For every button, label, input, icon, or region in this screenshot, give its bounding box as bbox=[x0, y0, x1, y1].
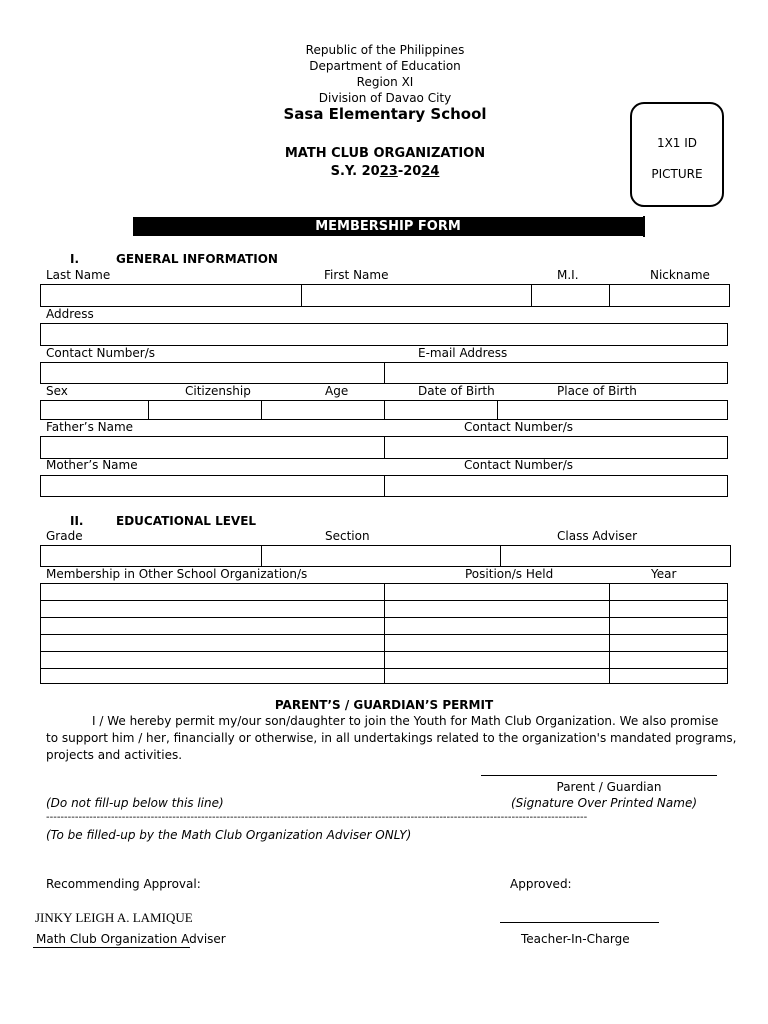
table-row-6-position[interactable] bbox=[384, 668, 610, 684]
sex-field[interactable] bbox=[40, 400, 149, 420]
age-label: Age bbox=[325, 384, 349, 398]
mother-name-field[interactable] bbox=[40, 475, 385, 497]
table-row-4-position[interactable] bbox=[384, 634, 610, 652]
father-contact-label: Contact Number/s bbox=[464, 420, 574, 434]
no-fill-note: (Do not fill-up below this line) bbox=[46, 796, 224, 810]
contact-field[interactable] bbox=[40, 362, 385, 384]
dob-field[interactable] bbox=[384, 400, 498, 420]
first-name-field[interactable] bbox=[301, 284, 532, 307]
school-year bbox=[230, 164, 540, 180]
adviser-name: JINKY LEIGH A. LAMIQUE bbox=[35, 910, 193, 925]
last-name-label: Last Name bbox=[46, 268, 111, 282]
recommending-approval-label: Recommending Approval: bbox=[46, 877, 201, 891]
school-year-end: 24 bbox=[421, 164, 440, 179]
table-row-1-position[interactable] bbox=[384, 583, 610, 601]
approved-label: Approved: bbox=[510, 877, 572, 891]
adviser-only-note: (To be filled-up by the Math Club Organization Adviser ONLY) bbox=[46, 828, 412, 842]
table-row-2-org[interactable] bbox=[40, 600, 385, 618]
nickname-label: Nickname bbox=[650, 268, 710, 282]
age-field[interactable] bbox=[261, 400, 385, 420]
banner-edge bbox=[643, 216, 645, 237]
mother-contact-field[interactable] bbox=[384, 475, 728, 497]
header-region: Region XI bbox=[356, 75, 414, 89]
teacher-signature-line[interactable] bbox=[500, 922, 659, 923]
adviser-signature-line bbox=[33, 947, 190, 948]
pob-label: Place of Birth bbox=[557, 384, 637, 398]
table-row-2-position[interactable] bbox=[384, 600, 610, 618]
email-field[interactable] bbox=[384, 362, 728, 384]
pob-field[interactable] bbox=[497, 400, 728, 420]
contact-label: Contact Number/s bbox=[46, 346, 156, 360]
first-name-label: First Name bbox=[324, 268, 389, 282]
table-row-4-year[interactable] bbox=[609, 634, 728, 652]
table-row-6-org[interactable] bbox=[40, 668, 385, 684]
mi-field[interactable] bbox=[531, 284, 610, 307]
header-department: Department of Education bbox=[309, 59, 461, 73]
sex-label: Sex bbox=[46, 384, 68, 398]
section-1-numeral: I. bbox=[70, 252, 80, 266]
school-year-prefix: S.Y. 20 bbox=[330, 164, 380, 179]
permit-text-line-2: to support him / her, financially or otherwise, in all undertakings related to the organization's mandated programs, bbox=[46, 731, 737, 745]
class-adviser-label: Class Adviser bbox=[557, 529, 638, 543]
table-row-3-year[interactable] bbox=[609, 617, 728, 635]
table-row-4-org[interactable] bbox=[40, 634, 385, 652]
table-row-6-year[interactable] bbox=[609, 668, 728, 684]
org-name: MATH CLUB ORGANIZATION bbox=[284, 146, 486, 161]
table-row-1-year[interactable] bbox=[609, 583, 728, 601]
section-label: Section bbox=[325, 529, 370, 543]
table-row-5-position[interactable] bbox=[384, 651, 610, 669]
section-field[interactable] bbox=[261, 545, 501, 567]
permit-text-line-3: projects and activities. bbox=[46, 748, 183, 762]
parent-signature-line[interactable] bbox=[481, 775, 717, 776]
father-contact-field[interactable] bbox=[384, 436, 728, 459]
mother-name-label: Mother’s Name bbox=[46, 458, 138, 472]
father-name-field[interactable] bbox=[40, 436, 385, 459]
signature-note: (Signature Over Printed Name) bbox=[510, 796, 698, 810]
membership-form-banner bbox=[133, 217, 643, 236]
address-label: Address bbox=[46, 307, 94, 321]
dob-label: Date of Birth bbox=[418, 384, 495, 398]
school-name: Sasa Elementary School bbox=[283, 105, 487, 123]
address-field[interactable] bbox=[40, 323, 728, 346]
table-row-3-position[interactable] bbox=[384, 617, 610, 635]
grade-field[interactable] bbox=[40, 545, 262, 567]
table-row-5-org[interactable] bbox=[40, 651, 385, 669]
last-name-field[interactable] bbox=[40, 284, 302, 307]
section-1-title: GENERAL INFORMATION bbox=[116, 252, 278, 266]
id-picture-label-1: 1X1 ID bbox=[656, 136, 698, 150]
section-2-numeral: II. bbox=[70, 514, 84, 528]
citizenship-field[interactable] bbox=[148, 400, 262, 420]
adviser-title: Math Club Organization Adviser bbox=[36, 932, 226, 946]
id-picture-box[interactable] bbox=[630, 102, 724, 207]
citizenship-label: Citizenship bbox=[185, 384, 251, 398]
id-picture-label-2: PICTURE bbox=[651, 167, 703, 181]
section-2-title: EDUCATIONAL LEVEL bbox=[116, 514, 257, 528]
father-name-label: Father’s Name bbox=[46, 420, 134, 434]
teacher-in-charge-label: Teacher-In-Charge bbox=[521, 932, 630, 946]
email-label: E-mail Address bbox=[418, 346, 508, 360]
mi-label: M.I. bbox=[557, 268, 579, 282]
permit-text-line-1: I / We hereby permit my/our son/daughter to join the Youth for Math Club Organization. We also promise bbox=[92, 714, 719, 728]
permit-title: PARENT’S / GUARDIAN’S PERMIT bbox=[274, 698, 494, 712]
position-label: Position/s Held bbox=[465, 567, 554, 581]
table-row-2-year[interactable] bbox=[609, 600, 728, 618]
table-row-5-year[interactable] bbox=[609, 651, 728, 669]
table-row-3-org[interactable] bbox=[40, 617, 385, 635]
nickname-field[interactable] bbox=[609, 284, 730, 307]
class-adviser-field[interactable] bbox=[500, 545, 731, 567]
parent-guardian-label: Parent / Guardian bbox=[556, 780, 662, 794]
cut-line: ------------------------------------------------------------------------------------------------------------------------------------------------------ bbox=[46, 812, 588, 823]
year-label: Year bbox=[651, 567, 677, 581]
membership-table bbox=[40, 583, 728, 684]
membership-form-title: MEMBERSHIP FORM bbox=[315, 219, 461, 234]
mother-contact-label: Contact Number/s bbox=[464, 458, 574, 472]
grade-label: Grade bbox=[46, 529, 83, 543]
header-division: Division of Davao City bbox=[318, 91, 452, 105]
membership-label: Membership in Other School Organization/s bbox=[46, 567, 308, 581]
table-row-1-org[interactable] bbox=[40, 583, 385, 601]
header-republic: Republic of the Philippines bbox=[305, 43, 465, 57]
school-year-mid: -20 bbox=[397, 164, 422, 179]
school-year-start: 23 bbox=[379, 164, 398, 179]
